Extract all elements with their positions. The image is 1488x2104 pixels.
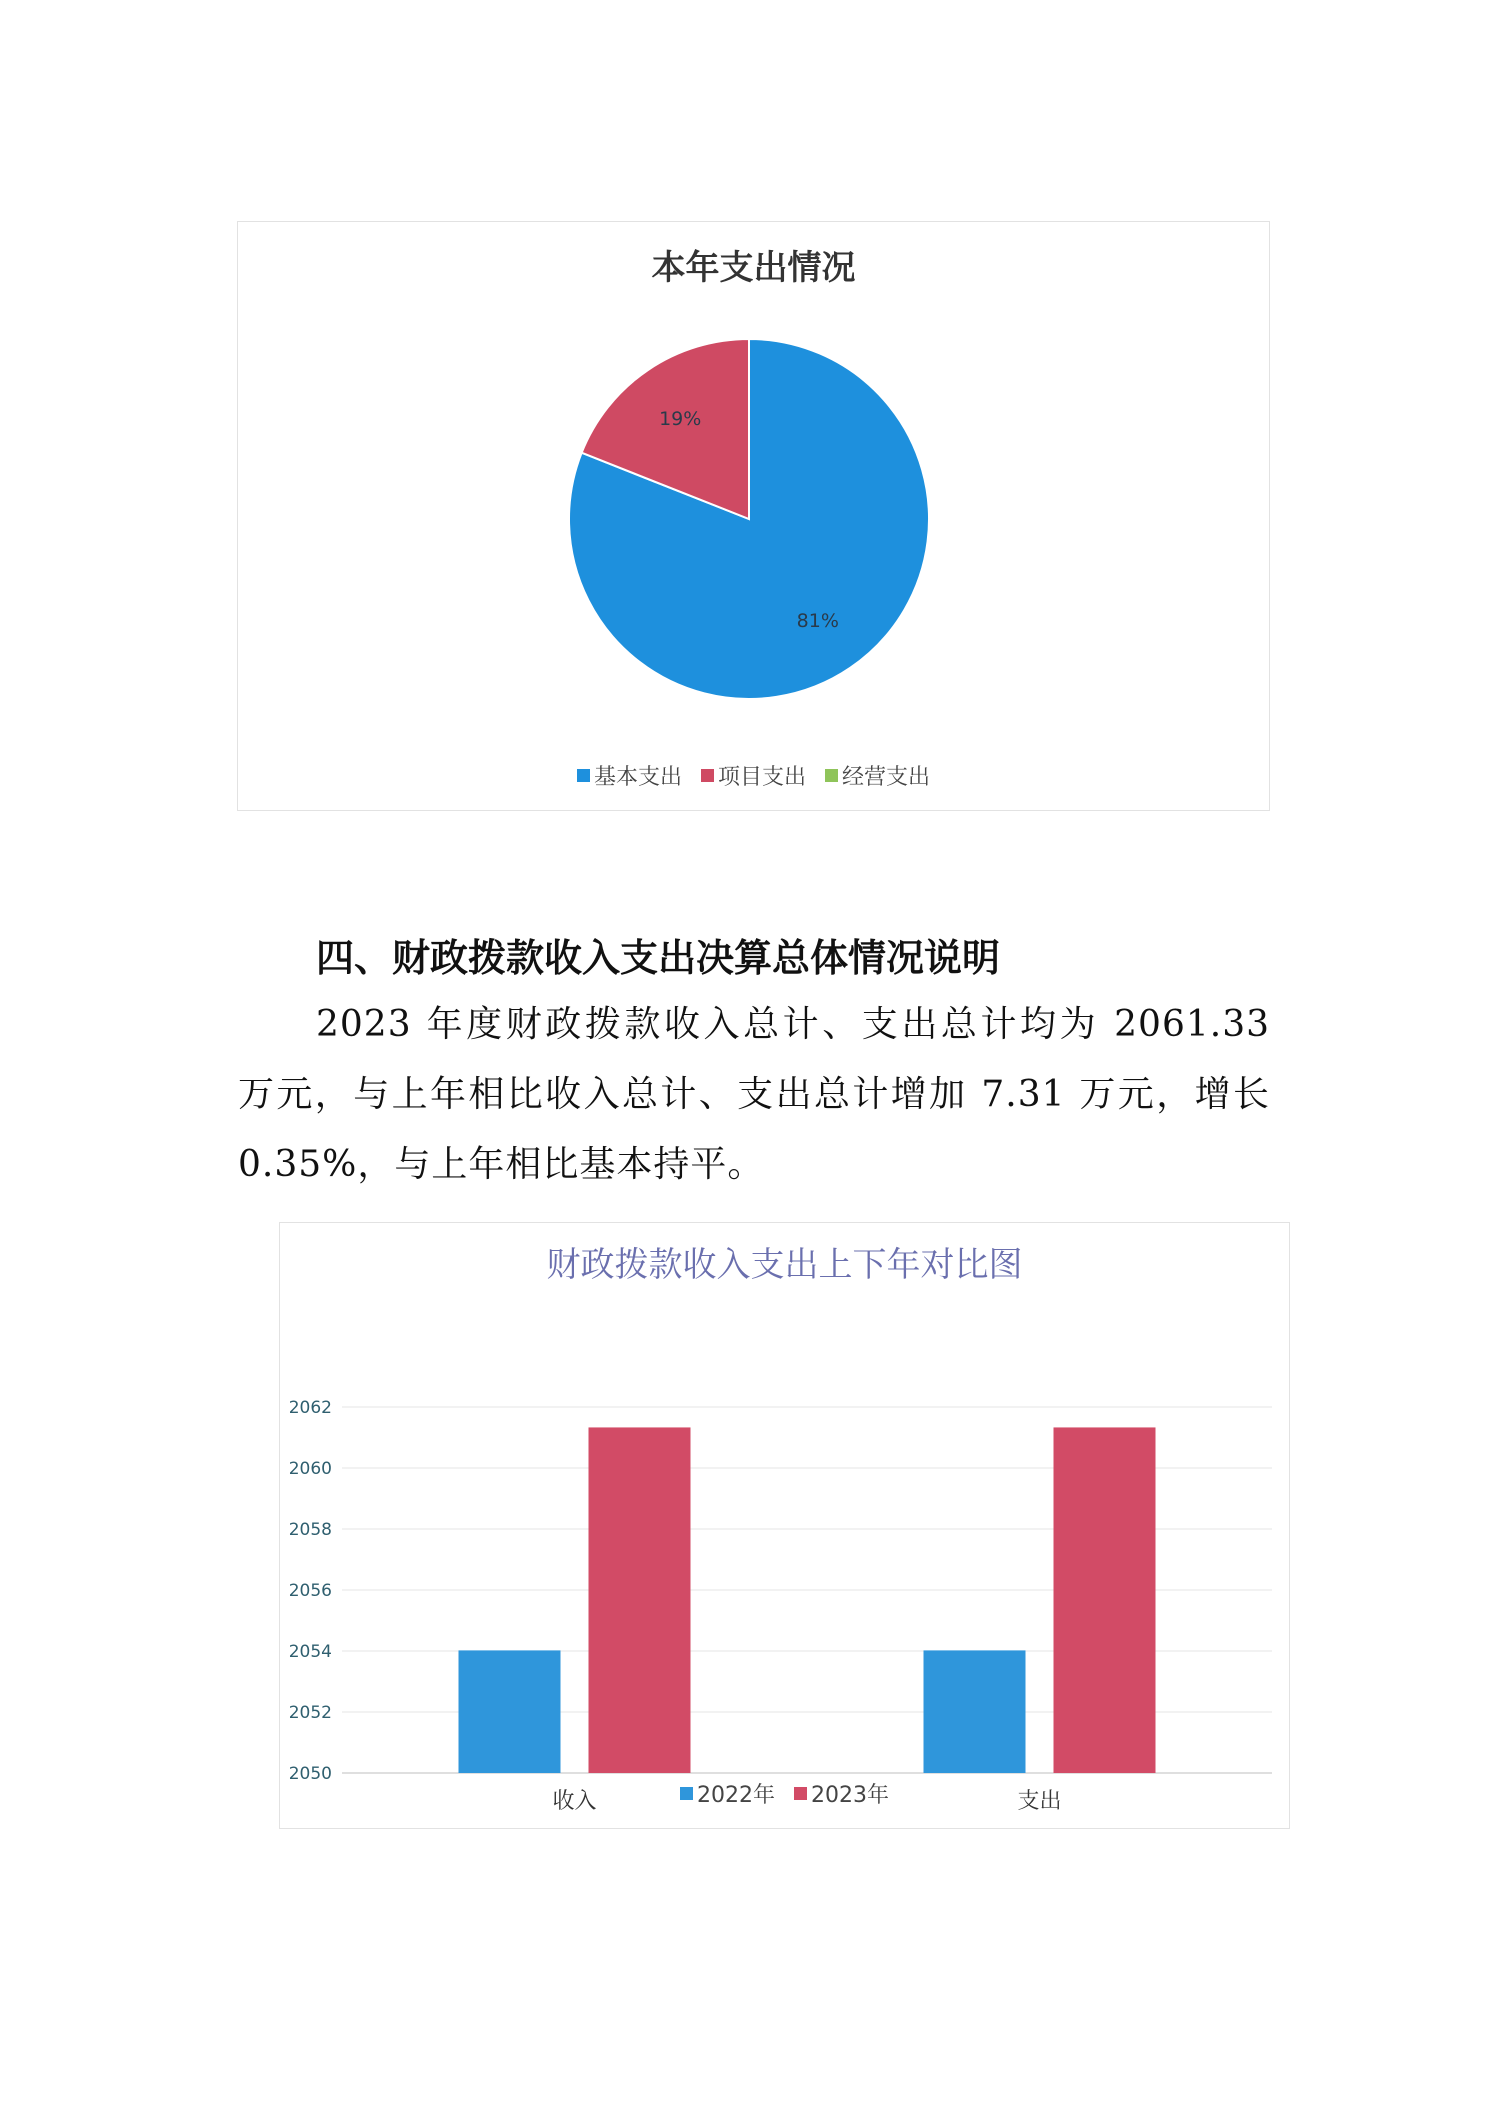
legend-swatch: [794, 1787, 807, 1800]
pie-legend-item-project: [701, 760, 806, 791]
bar-chart-title: 财政拨款收入支出上下年对比图: [546, 1245, 1023, 1285]
bar-收入-2022年: [459, 1650, 561, 1773]
pie-legend: [238, 760, 1269, 791]
section-paragraph: 2023 年度财政拨款收入总计、支出总计均为 2061.33 万元，与上年相比收入总计、支出总计增加 7.31 万元，增长 0.35%，与上年相比基本持平。: [238, 1004, 1270, 1185]
legend-label: 经营支出: [842, 765, 931, 790]
bar-chart-frame: [279, 1222, 1290, 1829]
pie-chart-frame: [237, 221, 1270, 811]
legend-label: 2023年: [811, 1783, 889, 1808]
pie-legend-item-operating: [825, 760, 930, 791]
bar-legend-item-2022: [680, 1778, 775, 1809]
bar-legend: [280, 1778, 1289, 1809]
pie-data-label: 81%: [796, 610, 839, 633]
legend-swatch: [825, 769, 838, 782]
bar-legend-item-2023: [794, 1778, 889, 1809]
legend-swatch: [680, 1787, 693, 1800]
bar-支出-2022年: [924, 1650, 1026, 1773]
legend-label: 项目支出: [717, 765, 806, 790]
pie-chart-title: 本年支出情况: [651, 248, 856, 288]
x-category-label: 收入: [552, 1789, 597, 1814]
section-heading: 四、财政拨款收入支出决算总体情况说明: [316, 936, 1001, 980]
x-category-label: 支出: [1017, 1789, 1062, 1814]
pie-legend-item-basic: [577, 760, 682, 791]
y-tick-label: 2052: [288, 1703, 332, 1723]
y-tick-label: 2050: [288, 1764, 332, 1784]
legend-label: 基本支出: [593, 765, 682, 790]
bar-支出-2023年: [1054, 1427, 1156, 1773]
y-tick-label: 2056: [288, 1581, 332, 1601]
y-tick-label: 2058: [288, 1520, 332, 1540]
legend-label: 2022年: [697, 1783, 775, 1808]
legend-swatch: [701, 769, 714, 782]
pie-chart: [238, 222, 1269, 742]
y-tick-label: 2060: [288, 1459, 332, 1479]
y-tick-label: 2062: [288, 1398, 332, 1418]
pie-data-label: 19%: [659, 407, 702, 430]
bar-收入-2023年: [589, 1427, 691, 1773]
y-tick-label: 2054: [288, 1642, 332, 1662]
bar-chart: [280, 1223, 1289, 1828]
legend-swatch: [577, 769, 590, 782]
